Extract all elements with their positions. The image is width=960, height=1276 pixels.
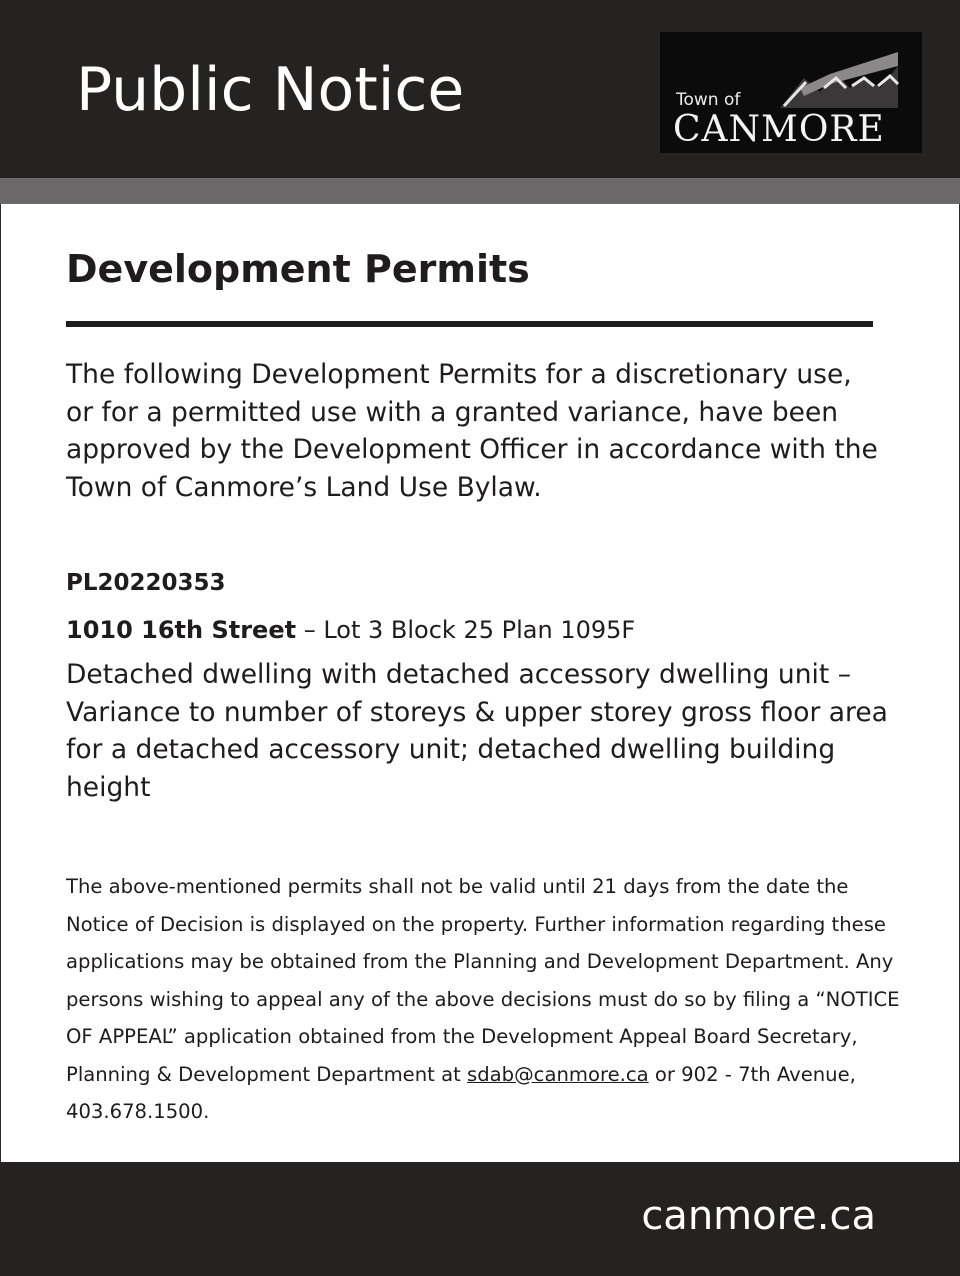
page-title: Public Notice <box>76 55 465 125</box>
header-divider-band <box>0 178 960 204</box>
section-title: Development Permits <box>66 247 530 291</box>
appeal-notice-contact: or 902 - 7th Avenue, 403.678.1500. <box>66 1062 856 1123</box>
logo-town-of: Town of <box>676 90 741 110</box>
permit-legal-description: – Lot 3 Block 25 Plan 1095F <box>296 616 636 644</box>
permit-address: 1010 16th Street <box>66 616 297 644</box>
footer-bar <box>0 1162 960 1276</box>
logo-town-name: CANMORE <box>673 109 885 150</box>
intro-paragraph: The following Development Permits for a discretionary use, or for a permitted use with a granted variance, have been approved by the Development Officer in accordance with the Town of Canmore’s Land Use Bylaw. <box>66 359 878 503</box>
canmore-logo <box>660 32 922 153</box>
permit-description: Detached dwelling with detached accessory dwelling unit – Variance to number of storeys & upper storey gross floor area for a detached accessory unit; detached dwelling building height <box>66 659 888 803</box>
mountain-peaks-icon <box>780 48 910 108</box>
appeal-notice <box>66 868 906 1131</box>
permit-location <box>66 612 635 648</box>
footer-website: canmore.ca <box>641 1193 876 1239</box>
appeal-notice-text: The above-mentioned permits shall not be valid until 21 days from the date the Notice of Decision is displayed on the property. Further information regarding these applications may be obtained from the Planning and Development Department. Any persons wishing to appeal any of the above decisions must do so by filing a “NOTICE OF APPEAL” application obtained from the Development Appeal Board Secretary, Planning & Development Department at <box>66 875 900 1086</box>
permit-number: PL20220353 <box>66 570 226 596</box>
email-link[interactable]: sdab@canmore.ca <box>466 1062 649 1086</box>
section-rule <box>66 321 873 327</box>
header-bar <box>0 0 960 178</box>
